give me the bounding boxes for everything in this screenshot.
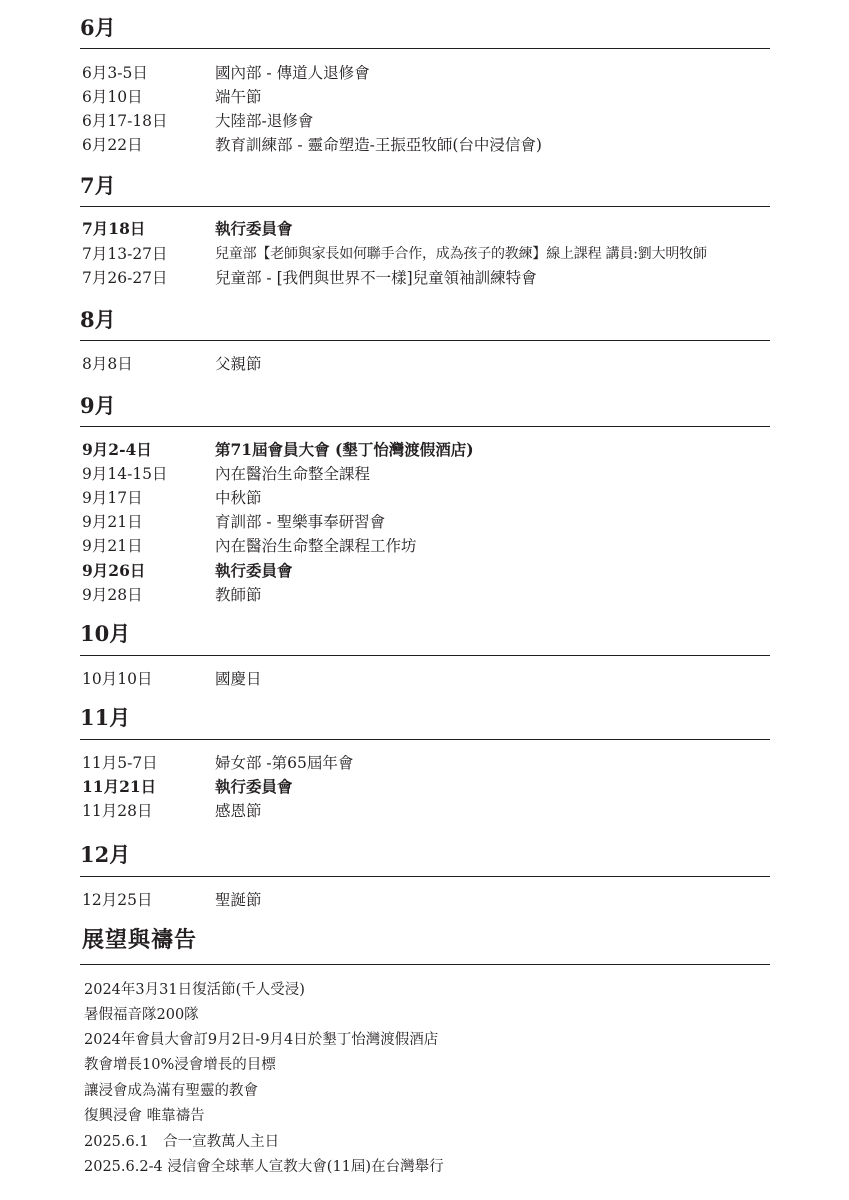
- prayer-item: 讓浸會成為滿有聖靈的教會: [84, 1083, 258, 1099]
- divider: [80, 340, 770, 341]
- event-name: 婦女部 -第65屆年會: [215, 754, 354, 772]
- event-name: 兒童部【老師與家長如何聯手合作，成為孩子的教練】線上課程 講員:劉大明牧師: [215, 246, 707, 262]
- divider: [80, 876, 770, 877]
- prayer-item: 暑假福音隊200隊: [84, 1007, 199, 1023]
- event-date: 6月22日: [82, 136, 143, 154]
- event-date: 12月25日: [82, 891, 153, 909]
- event-date: 9月26日: [82, 561, 146, 580]
- event-date: 11月28日: [82, 802, 153, 820]
- event-date: 9月28日: [82, 586, 143, 604]
- event-name: 大陸部-退修會: [215, 112, 314, 130]
- divider: [80, 964, 770, 965]
- event-date: 7月18日: [82, 219, 146, 238]
- event-name: 端午節: [215, 88, 262, 106]
- prayer-item: 教會增長10%浸會增長的目標: [84, 1057, 276, 1073]
- month-title-august: 8月: [80, 307, 116, 332]
- event-date: 11月5-7日: [82, 754, 158, 772]
- divider: [80, 739, 770, 740]
- event-date: 6月10日: [82, 88, 143, 106]
- month-title-july: 7月: [80, 173, 116, 198]
- divider: [80, 206, 770, 207]
- prayer-item: 2025.6.2-4 浸信會全球華人宣教大會(11屆)在台灣舉行: [84, 1159, 444, 1175]
- event-date: 9月21日: [82, 537, 143, 555]
- event-date: 9月2-4日: [82, 440, 152, 459]
- prayer-item: 2025.6.1 合一宣教萬人主日: [84, 1134, 280, 1150]
- event-name: 執行委員會: [215, 777, 293, 796]
- event-name: 父親節: [215, 355, 262, 373]
- event-date: 6月3-5日: [82, 64, 148, 82]
- event-date: 7月26-27日: [82, 269, 168, 287]
- event-date: 9月17日: [82, 489, 143, 507]
- divider: [80, 426, 770, 427]
- event-name: 執行委員會: [215, 561, 293, 580]
- divider: [80, 655, 770, 656]
- event-date: 10月10日: [82, 670, 153, 688]
- event-name: 內在醫治生命整全課程: [215, 465, 371, 483]
- prayer-item: 復興浸會 唯靠禱告: [84, 1108, 205, 1124]
- event-name: 國慶日: [215, 670, 262, 688]
- event-name: 內在醫治生命整全課程工作坊: [215, 537, 417, 555]
- event-name: 中秋節: [215, 489, 262, 507]
- event-name: 感恩節: [215, 802, 262, 820]
- event-date: 9月21日: [82, 513, 143, 531]
- prayer-item: 2024年3月31日復活節(千人受浸): [84, 982, 305, 998]
- prayer-section-title: 展望與禱告: [82, 927, 198, 953]
- event-name: 教師節: [215, 586, 262, 604]
- event-date: 8月8日: [82, 355, 133, 373]
- month-title-june: 6月: [80, 15, 116, 40]
- event-date: 11月21日: [82, 777, 157, 796]
- event-name: 第71屆會員大會 (墾丁怡灣渡假酒店): [215, 440, 474, 459]
- event-name: 育訓部 - 聖樂事奉研習會: [215, 513, 386, 531]
- month-title-november: 11月: [80, 705, 131, 730]
- event-date: 7月13-27日: [82, 245, 168, 263]
- event-name: 國內部 - 傳道人退修會: [215, 64, 370, 82]
- month-title-december: 12月: [80, 842, 131, 867]
- event-name: 教育訓練部 - 靈命塑造-王振亞牧師(台中浸信會): [215, 136, 542, 154]
- event-date: 6月17-18日: [82, 112, 168, 130]
- month-title-october: 10月: [80, 621, 131, 646]
- divider: [80, 48, 770, 49]
- prayer-item: 2024年會員大會訂9月2日-9月4日於墾丁怡灣渡假酒店: [84, 1032, 439, 1048]
- event-date: 9月14-15日: [82, 465, 168, 483]
- month-title-september: 9月: [80, 393, 116, 418]
- event-name: 執行委員會: [215, 219, 293, 238]
- event-name: 兒童部 - [我們與世界不一樣]兒童領袖訓練特會: [215, 269, 537, 287]
- event-name: 聖誕節: [215, 891, 262, 909]
